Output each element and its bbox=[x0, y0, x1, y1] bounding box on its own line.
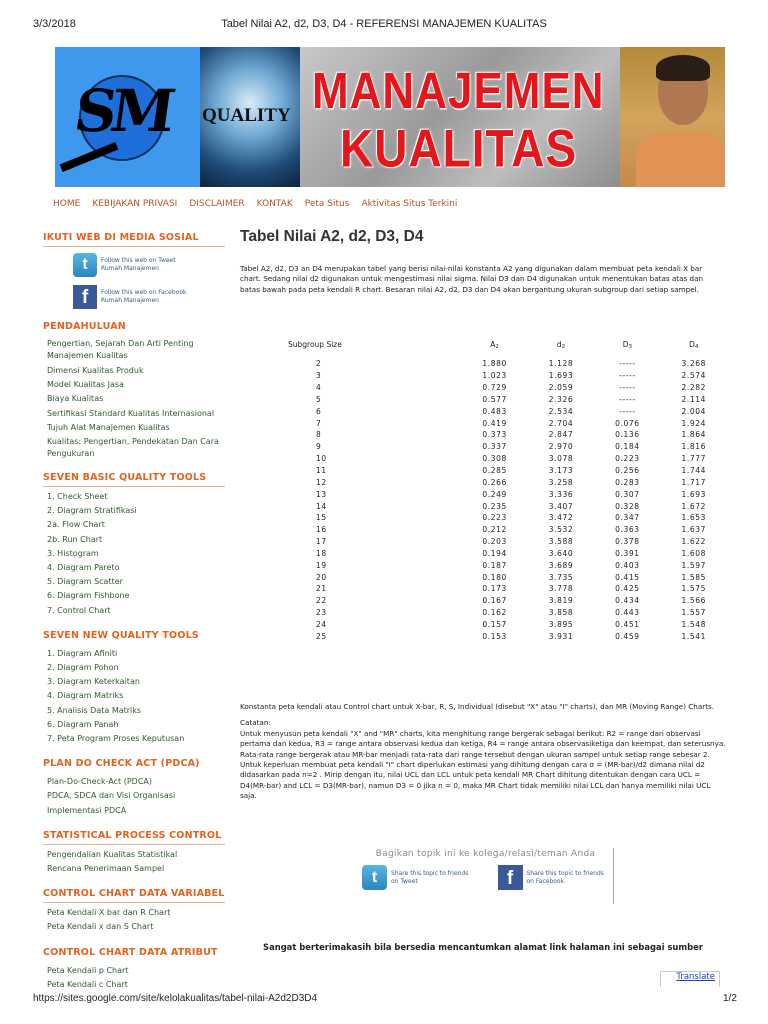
intro-paragraph: Tabel A2, d2, D3 an D4 merupakan tabel yang berisi nilai-nilai konstanta A2 yang digunakan dalam membuat peta kendali X bar chart. Sedang nilai d2 digunakan untuk mengestimasi nilai sigma. Nilai D3 dan D4 digunakan untuk menentukan batas atas dan batas bawah pada peta kendali R chart. Besaran nilai A2, d2, D3 dan D4 akan bergantung ukuran subgroup dari setiap sampel. bbox=[240, 264, 704, 294]
sidebar-link[interactable]: Tujuh Alat Manajemen Kualitas bbox=[47, 422, 170, 432]
table-cell: 1.924 bbox=[681, 418, 707, 428]
table-cell: 0.443 bbox=[615, 608, 640, 618]
sidebar-link[interactable]: Peta Kendali x dan S Chart bbox=[47, 922, 154, 932]
table-header-row bbox=[272, 340, 727, 358]
table-cell: 1.693 bbox=[548, 371, 574, 381]
table-cell: 1.816 bbox=[681, 442, 707, 452]
sidebar bbox=[43, 232, 225, 1004]
table-cell: 23 bbox=[316, 608, 327, 618]
sidebar-link[interactable]: 2. Diagram Pohon bbox=[47, 663, 119, 673]
table-cell: 0.167 bbox=[482, 596, 507, 606]
table-cell: 0.187 bbox=[482, 560, 507, 570]
table-row bbox=[272, 619, 727, 631]
col-d3: $D_3$ bbox=[622, 340, 633, 350]
table-cell: 10 bbox=[316, 454, 327, 464]
table-cell: 6 bbox=[316, 406, 322, 416]
catatan-label: Catatan: bbox=[240, 718, 271, 728]
attribution-request: Sangat berterimakasih bila bersedia mencantumkan alamat link halaman ini sebagai sumber bbox=[263, 942, 703, 952]
table-row bbox=[272, 358, 727, 370]
constants-table bbox=[272, 340, 727, 642]
table-cell: 12 bbox=[316, 477, 327, 487]
table-cell: 7 bbox=[316, 418, 322, 428]
table-row bbox=[272, 583, 727, 595]
site-banner bbox=[55, 47, 725, 187]
table-cell: 24 bbox=[316, 619, 327, 629]
table-cell: 1.777 bbox=[681, 454, 707, 464]
table-cell: 0.391 bbox=[615, 548, 640, 558]
sidebar-section-basic-tools bbox=[43, 472, 225, 618]
sidebar-link[interactable]: Pengendalian Kualitas Statistikal bbox=[47, 849, 178, 859]
sidebar-link[interactable]: Sertifikasi Standard Kualitas Internasional bbox=[47, 408, 215, 418]
table-cell: 0.328 bbox=[615, 501, 640, 511]
sidebar-link[interactable]: 1. Check Sheet bbox=[47, 492, 108, 502]
table-row bbox=[272, 476, 727, 488]
table-cell: 1.622 bbox=[681, 537, 707, 547]
col-subgroup-size: Subgroup Size bbox=[288, 340, 342, 349]
sidebar-link[interactable]: 2a. Flow Chart bbox=[47, 520, 105, 530]
table-cell: 0.157 bbox=[482, 619, 507, 629]
table-cell: 1.566 bbox=[681, 596, 707, 606]
table-cell: 3.268 bbox=[681, 359, 707, 369]
sidebar-link[interactable]: Implementasi PDCA bbox=[47, 805, 127, 815]
share-facebook-button[interactable]: f Share this topic to friends on Facebook bbox=[498, 865, 614, 890]
table-cell: 1.608 bbox=[681, 548, 707, 558]
translate-widget bbox=[660, 971, 720, 987]
share-twitter-button[interactable]: t Share this topic to friends on Tweet bbox=[362, 865, 478, 890]
table-cell: 13 bbox=[316, 489, 327, 499]
table-cell: 2.114 bbox=[681, 394, 707, 404]
table-cell: 0.136 bbox=[615, 430, 640, 440]
print-header bbox=[0, 0, 768, 40]
table-cell: 1.128 bbox=[548, 359, 574, 369]
sidebar-link[interactable]: 7. Control Chart bbox=[47, 605, 111, 615]
table-cell: 1.023 bbox=[482, 371, 507, 381]
table-cell: 2.004 bbox=[681, 406, 707, 416]
table-cell: 0.223 bbox=[482, 513, 507, 523]
share-box bbox=[358, 848, 614, 904]
table-row bbox=[272, 571, 727, 583]
main-content bbox=[240, 228, 724, 295]
table-cell: 11 bbox=[316, 466, 327, 476]
top-navigation bbox=[53, 199, 457, 209]
table-cell: 2.059 bbox=[548, 383, 574, 393]
sidebar-link[interactable]: 2b. Run Chart bbox=[47, 534, 103, 544]
follow-facebook-link[interactable]: f Follow this web on Facebook Rumah Manajemen bbox=[73, 285, 225, 309]
table-cell: 0.203 bbox=[482, 537, 507, 547]
table-cell: 17 bbox=[316, 537, 327, 547]
sidebar-link[interactable]: Peta Kendali p Chart bbox=[47, 965, 129, 975]
table-row bbox=[272, 405, 727, 417]
table-cell: 21 bbox=[316, 584, 327, 594]
sidebar-link[interactable]: 4. Diagram Pareto bbox=[47, 563, 120, 573]
sidebar-section-control-chart-variabel bbox=[43, 888, 225, 934]
constants-note: Konstanta peta kendali atau Control chart untuk X-bar, R, S, Individual (disebut "X" atau "I" charts), dan MR (Moving Range) Charts. bbox=[240, 702, 715, 711]
table-cell: 0.285 bbox=[482, 466, 507, 476]
table-row bbox=[272, 595, 727, 607]
table-cell: 0.184 bbox=[615, 442, 640, 452]
sidebar-heading: CONTROL CHART DATA VARIABEL bbox=[43, 888, 225, 903]
sidebar-link[interactable]: 5. Analisis Data Matriks bbox=[47, 705, 142, 715]
table-cell: 0.419 bbox=[482, 418, 507, 428]
print-page-title: Tabel Nilai A2, d2, D3, D4 - REFERENSI MANAJEMEN KUALITAS bbox=[221, 18, 547, 30]
table-body bbox=[272, 358, 727, 642]
sidebar-link[interactable]: 5. Diagram Scatter bbox=[47, 577, 123, 587]
table-cell: 1.672 bbox=[681, 501, 707, 511]
sidebar-section-spc bbox=[43, 830, 225, 876]
table-cell: 20 bbox=[316, 572, 327, 582]
table-cell: ----- bbox=[619, 406, 636, 416]
twitter-icon: t bbox=[73, 253, 97, 277]
table-cell: 19 bbox=[316, 560, 327, 570]
sidebar-section-pdca bbox=[43, 758, 225, 818]
sidebar-heading: PENDAHULUAN bbox=[43, 321, 126, 332]
sidebar-link[interactable]: Rencana Penerimaan Sampel bbox=[47, 864, 165, 874]
table-cell: 3.173 bbox=[548, 466, 574, 476]
table-cell: 0.076 bbox=[615, 418, 640, 428]
table-cell: 2.282 bbox=[681, 383, 707, 393]
table-row bbox=[272, 500, 727, 512]
table-cell: 18 bbox=[316, 548, 327, 558]
quality-magnifier-image: QUALITY bbox=[200, 47, 300, 187]
table-cell: 0.425 bbox=[615, 584, 640, 594]
table-cell: 0.162 bbox=[482, 608, 507, 618]
sidebar-link[interactable]: 3. Diagram Keterkaitan bbox=[47, 677, 140, 687]
catatan-text: Untuk menyusun peta kendali "X" and "MR" charts, kita menghitung range bergerak sebagai berikut: R2 = range dari observasi pertama dan kedua, R3 = range antara observasi kedua dan ketiga, R4 = range antara observasiketiga dan keempat, dan seterusnya. Rata-rata range bergerak atau MR-bar menjadi rata-rata dari range tersebut dengan ukuran sampel untuk setiap range sebesar 2. Untuk keperluan membuat peta kendali "I" chart diperlukan estimasi yang dihitung dengan cara σ = (MR-bar)/d2 dimana nilai d2 didasarkan pada n=2 . Mirip dengan itu, nilai UCL dan LCL untuk peta kendali MR Chart dihitung ditentukan dengan cara UCL = D4(MR-bar) and LCL = D3(MR-bar), namun D3 = 0 jika n = 0, maka MR Chart tidak memiliki nilai LCL dan hanya memiliki nilai UCL saja. bbox=[240, 728, 726, 801]
table-cell: 22 bbox=[316, 596, 327, 606]
table-cell: ----- bbox=[619, 359, 636, 369]
table-row bbox=[272, 453, 727, 465]
table-cell: 0.307 bbox=[615, 489, 640, 499]
sidebar-link[interactable]: 7. Peta Program Proses Keputusan bbox=[47, 734, 185, 744]
sm-logo: SM bbox=[55, 47, 200, 187]
table-cell: 1.744 bbox=[681, 466, 707, 476]
sidebar-link[interactable]: Dimensi Kualitas Produk bbox=[47, 366, 144, 375]
sidebar-section-pendahuluan bbox=[43, 321, 225, 460]
nav-kebijakan-privasi[interactable]: KEBIJAKAN PRIVASI bbox=[92, 199, 178, 209]
table-cell: 1.864 bbox=[681, 430, 707, 440]
table-row bbox=[272, 536, 727, 548]
table-cell: 3.735 bbox=[548, 572, 574, 582]
table-cell: 1.693 bbox=[681, 489, 707, 499]
print-url: https://sites.google.com/site/kelolakualitas/tabel-nilai-A2d2D3D4 bbox=[33, 993, 318, 1004]
table-cell: 1.597 bbox=[681, 560, 707, 570]
table-cell: 2.704 bbox=[548, 418, 574, 428]
table-cell: 0.212 bbox=[482, 525, 507, 535]
table-cell: 3.078 bbox=[548, 454, 574, 464]
author-photo bbox=[620, 47, 725, 187]
table-cell: 2 bbox=[316, 359, 322, 369]
print-date: 3/3/2018 bbox=[33, 18, 76, 30]
table-cell: 3.532 bbox=[548, 525, 574, 535]
page-title: Tabel Nilai A2, d2, D3, D4 bbox=[240, 228, 424, 245]
sidebar-link[interactable]: Peta Kendali X bar dan R Chart bbox=[47, 908, 171, 918]
table-row bbox=[272, 417, 727, 429]
table-cell: 3.588 bbox=[548, 537, 574, 547]
table-cell: 3.689 bbox=[548, 560, 574, 570]
table-cell: 1.575 bbox=[681, 584, 707, 594]
sidebar-heading: STATISTICAL PROCESS CONTROL bbox=[43, 830, 225, 845]
table-cell: 1.585 bbox=[681, 572, 707, 582]
table-cell: ----- bbox=[619, 394, 636, 404]
sidebar-link[interactable]: 4. Diagram Matriks bbox=[47, 691, 124, 701]
table-cell: 3.336 bbox=[548, 489, 574, 499]
table-cell: 3.819 bbox=[548, 596, 574, 606]
table-cell: 0.415 bbox=[615, 572, 640, 582]
table-cell: ----- bbox=[619, 383, 636, 393]
table-cell: 2.574 bbox=[681, 371, 707, 381]
sidebar-heading: IKUTI WEB DI MEDIA SOSIAL bbox=[43, 232, 225, 247]
table-cell: 0.153 bbox=[482, 631, 507, 641]
table-row bbox=[272, 488, 727, 500]
table-cell: 3.858 bbox=[548, 608, 574, 618]
table-cell: 0.249 bbox=[482, 489, 507, 499]
sidebar-section-new-tools bbox=[43, 630, 225, 746]
table-cell: 9 bbox=[316, 442, 322, 452]
table-cell: 14 bbox=[316, 501, 327, 511]
table-cell: 8 bbox=[316, 430, 322, 440]
table-cell: 0.434 bbox=[615, 596, 640, 606]
table-cell: 15 bbox=[316, 513, 327, 523]
table-cell: 3.640 bbox=[548, 548, 574, 558]
sidebar-heading: CONTROL CHART DATA ATRIBUT bbox=[43, 946, 218, 958]
translate-link[interactable]: Translate bbox=[676, 972, 715, 982]
table-row bbox=[272, 370, 727, 382]
table-cell: 1.548 bbox=[681, 619, 707, 629]
sidebar-link[interactable]: 1. Diagram Afiniti bbox=[47, 648, 118, 658]
table-cell: 25 bbox=[316, 631, 327, 641]
table-cell: 1.557 bbox=[681, 608, 707, 618]
table-cell: 0.459 bbox=[615, 631, 640, 641]
sidebar-link[interactable]: Pengertian, Sejarah Dan Arti Penting Manajemen Kualitas bbox=[47, 339, 194, 360]
table-cell: 1.637 bbox=[681, 525, 707, 535]
table-cell: 0.403 bbox=[615, 560, 640, 570]
table-cell: 16 bbox=[316, 525, 327, 535]
table-cell: 2.970 bbox=[548, 442, 574, 452]
col-d4: $D_4$ bbox=[689, 340, 699, 350]
table-cell: 0.451 bbox=[615, 619, 640, 629]
table-cell: 1.653 bbox=[681, 513, 707, 523]
nav-peta-situs[interactable]: Peta Situs bbox=[304, 199, 350, 209]
table-cell: 0.483 bbox=[482, 406, 507, 416]
share-label: Bagikan topik ini ke kolega/relasi/teman Anda bbox=[375, 849, 596, 859]
banner-title: MANAJEMEN KUALITAS bbox=[300, 47, 620, 187]
table-cell: 3.407 bbox=[548, 501, 574, 511]
table-cell: 0.363 bbox=[615, 525, 640, 535]
table-cell: 2.326 bbox=[548, 394, 574, 404]
sidebar-heading: SEVEN NEW QUALITY TOOLS bbox=[43, 629, 199, 641]
table-cell: 0.194 bbox=[482, 548, 507, 558]
table-cell: 0.180 bbox=[482, 572, 507, 582]
table-cell: 0.577 bbox=[482, 394, 507, 404]
table-row bbox=[272, 394, 727, 406]
table-row bbox=[272, 607, 727, 619]
table-cell: 4 bbox=[316, 383, 322, 393]
table-cell: 3.472 bbox=[548, 513, 574, 523]
table-row bbox=[272, 382, 727, 394]
table-cell: 0.308 bbox=[482, 454, 507, 464]
sidebar-link[interactable]: 6. Diagram Fishbone bbox=[47, 591, 130, 601]
sidebar-link[interactable]: 6. Diagram Panah bbox=[47, 719, 119, 729]
table-row bbox=[272, 512, 727, 524]
table-cell: 3.778 bbox=[548, 584, 574, 594]
nav-kontak[interactable]: KONTAK bbox=[256, 199, 293, 209]
table-row bbox=[272, 524, 727, 536]
table-cell: 2.847 bbox=[548, 430, 574, 440]
follow-twitter-link[interactable]: t Follow this web on Tweet Rumah Manajemen bbox=[73, 253, 225, 277]
table-cell: ----- bbox=[619, 371, 636, 381]
sidebar-link[interactable]: Model Kualitas Jasa bbox=[47, 380, 124, 390]
table-cell: 0.256 bbox=[615, 466, 640, 476]
table-cell: 1.541 bbox=[681, 631, 707, 641]
col-d2: $d_2$ bbox=[556, 340, 566, 350]
table-row bbox=[272, 559, 727, 571]
table-cell: 0.235 bbox=[482, 501, 507, 511]
sidebar-link[interactable]: Peta Kendali c Chart bbox=[47, 979, 128, 989]
table-cell: 0.373 bbox=[482, 430, 507, 440]
sidebar-social bbox=[43, 232, 225, 309]
table-row bbox=[272, 465, 727, 477]
sidebar-link[interactable]: 2. Diagram Stratifikasi bbox=[47, 506, 137, 516]
table-row bbox=[272, 548, 727, 560]
table-cell: 1.880 bbox=[482, 359, 507, 369]
table-cell: 0.223 bbox=[615, 454, 640, 464]
sidebar-section-control-chart-atribut bbox=[43, 947, 225, 992]
sidebar-link[interactable]: Biaya Kualitas bbox=[47, 394, 104, 404]
twitter-icon: t bbox=[362, 865, 387, 890]
sidebar-link[interactable]: Kualitas: Pengertian, Pendekatan Dan Cara Pengukuran bbox=[47, 437, 219, 459]
table-cell: 2.534 bbox=[548, 406, 574, 416]
table-cell: 0.337 bbox=[482, 442, 507, 452]
sidebar-heading: SEVEN BASIC QUALITY TOOLS bbox=[43, 472, 225, 487]
print-page-number: 1/2 bbox=[723, 993, 737, 1004]
table-cell: 0.173 bbox=[482, 584, 507, 594]
table-cell: 3.931 bbox=[548, 631, 574, 641]
table-cell: 0.283 bbox=[615, 477, 640, 487]
table-cell: 1.717 bbox=[681, 477, 707, 487]
sidebar-link[interactable]: Plan-Do-Check-Act (PDCA) bbox=[47, 777, 153, 787]
table-cell: 3.258 bbox=[548, 477, 574, 487]
facebook-icon: f bbox=[73, 285, 97, 309]
col-a2: $A_2$ bbox=[490, 340, 499, 350]
notes-section bbox=[240, 702, 726, 808]
sidebar-heading: PLAN DO CHECK ACT (PDCA) bbox=[43, 758, 200, 770]
table-row bbox=[272, 441, 727, 453]
table-cell: 5 bbox=[316, 394, 322, 404]
sidebar-link[interactable]: PDCA, SDCA dan Visi Organisasi bbox=[47, 791, 176, 801]
table-cell: 3 bbox=[316, 371, 322, 381]
table-row bbox=[272, 429, 727, 441]
sidebar-link[interactable]: 3. Histogram bbox=[47, 548, 99, 558]
table-cell: 0.347 bbox=[615, 513, 640, 523]
table-cell: 0.729 bbox=[482, 383, 507, 393]
nav-disclaimer[interactable]: DISCLAIMER bbox=[189, 199, 245, 209]
nav-aktivitas-situs[interactable]: Aktivitas Situs Terkini bbox=[361, 199, 458, 209]
facebook-icon: f bbox=[498, 865, 523, 890]
nav-home[interactable]: HOME bbox=[53, 199, 81, 209]
table-cell: 0.266 bbox=[482, 477, 507, 487]
table-cell: 0.378 bbox=[615, 537, 640, 547]
table-row bbox=[272, 630, 727, 642]
table-cell: 3.895 bbox=[548, 619, 574, 629]
